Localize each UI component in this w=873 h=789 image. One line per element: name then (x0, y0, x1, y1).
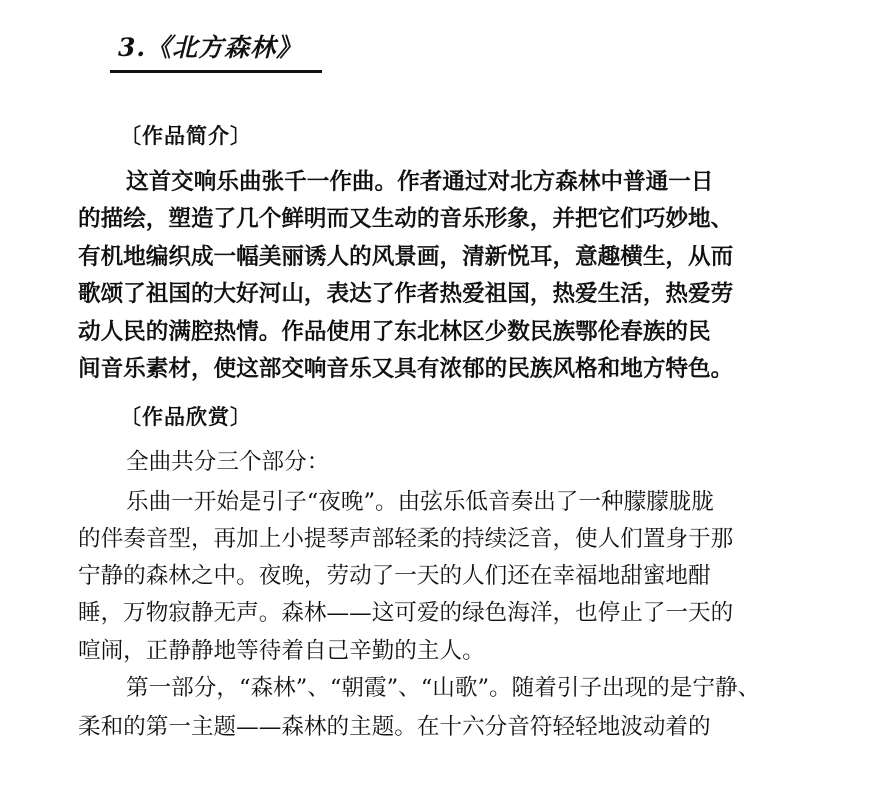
text-line: 的描绘，塑造了几个鲜明而又生动的音乐形象，并把它们巧妙地、 (78, 206, 734, 232)
intro-heading: 〔作品简介〕 (120, 123, 252, 148)
text-line: 有机地编织成一幅美丽诱人的风景画，清新悦耳，意趣横生，从而 (78, 244, 734, 270)
text-line: 宁静的森林之中。夜晚，劳动了一天的人们还在幸福地甜蜜地酣 (78, 563, 711, 589)
text-line: 睡，万物寂静无声。森林——这可爱的绿色海洋，也停止了一天的 (78, 600, 734, 626)
text-line: 全曲共分三个部分： (126, 449, 330, 475)
text-line: 这首交响乐曲张千一作曲。作者通过对北方森林中普通一日 (126, 169, 714, 195)
text-line: 第一部分，“森林”、“朝霞”、“山歌”。随着引子出现的是宁静、 (126, 675, 761, 701)
appreciation-heading: 〔作品欣赏〕 (120, 404, 252, 429)
text-line: 间音乐素材，使这部交响音乐又具有浓郁的民族风格和地方特色。 (78, 356, 734, 382)
text-line: 喧闹，正静静地等待着自己辛勤的主人。 (78, 638, 485, 664)
text-line: 柔和的第一主题——森林的主题。在十六分音符轻轻地波动着的 (78, 714, 711, 740)
text-line: 歌颂了祖国的大好河山，表达了作者热爱祖国，热爱生活，热爱劳 (78, 281, 734, 307)
title-underline (110, 70, 322, 73)
text-line: 动人民的满腔热情。作品使用了东北林区少数民族鄂伦春族的民 (78, 319, 711, 345)
text-line: 乐曲一开始是引子“夜晚”。由弦乐低音奏出了一种朦朦胧胧 (126, 489, 714, 515)
section-title: 3.《北方森林》 (118, 33, 303, 62)
text-line: 的伴奏音型，再加上小提琴声部轻柔的持续泛音，使人们置身于那 (78, 526, 734, 552)
